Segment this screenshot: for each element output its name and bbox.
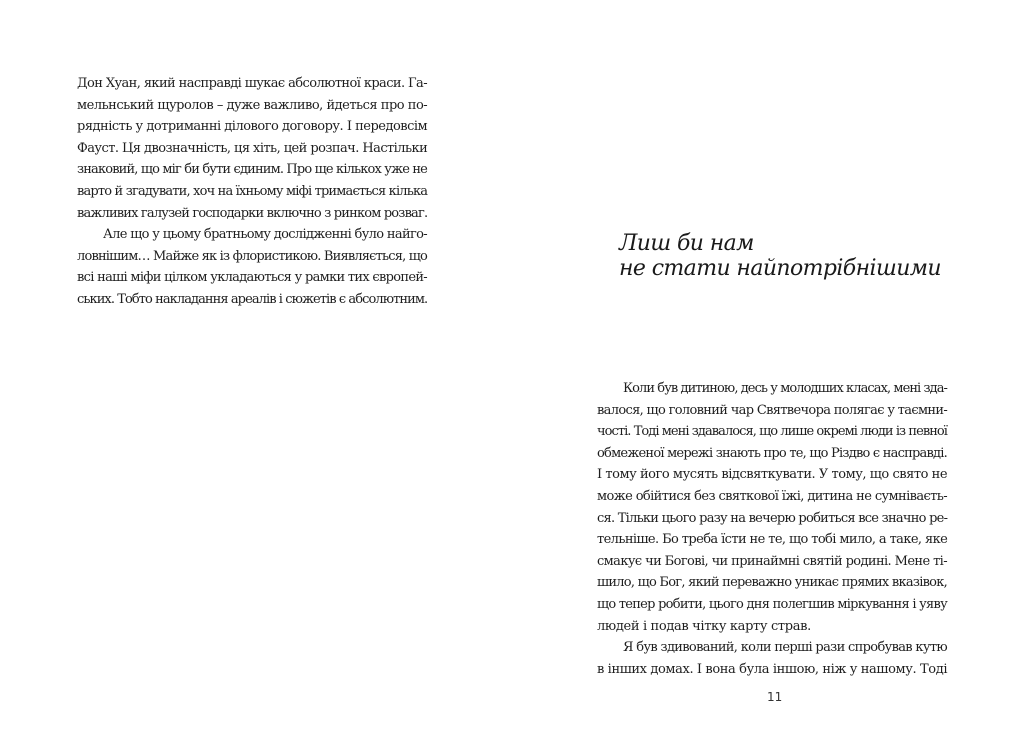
text-line: обмеженої мережі знають про те, що Різдво є насправді. <box>597 445 947 461</box>
text-line: ловнішим… Майже як із флористикою. Виявляється, що <box>77 248 427 264</box>
text-line: Коли був дитиною, десь у молодших класах, мені зда- <box>623 381 948 396</box>
text-line: рядність у дотриманні ділового договору. І передовсім <box>77 119 428 135</box>
text-line: шило, що Бог, який переважно уникає прямих вказівок, <box>597 575 947 591</box>
text-line: всі наші міфи цілком укладаються у рамки тих європей- <box>77 270 427 286</box>
page-number: 11 <box>767 690 783 704</box>
text-line: Дон Хуан, який насправді шукає абсолютної краси. Га- <box>77 76 427 91</box>
text-line: ських. Тобто накладання ареалів і сюжетів є абсолютним. <box>77 291 428 307</box>
text-line: може обійтися без святкової їжі, дитина не сумніваєть- <box>597 488 947 504</box>
text-line: ся. Тільки цього разу на вечерю робиться все значно ре- <box>597 510 948 526</box>
left-page-body-text <box>77 73 427 311</box>
text-line: тельніше. Бо треба їсти не те, що тобі мило, а таке, яке <box>597 532 948 548</box>
text-line: що тепер робити, цього дня полегшив міркування і уяву <box>597 596 947 612</box>
text-line: в інших домах. І вона була іншою, ніж у нашому. Тоді <box>597 661 948 677</box>
text-line: Але що у цьому братньому дослідженні було найго- <box>103 227 427 243</box>
text-line: Фауст. Ця двозначність, ця хіть, цей розпач. Настільки <box>77 140 428 156</box>
text-line: смакує чи Богові, чи принаймні святій родині. Мене ті- <box>597 553 947 569</box>
text-line: мельнський щуролов – дуже важливо, йдеться про по- <box>77 97 428 113</box>
text-line: знаковий, що міг би бути єдиним. Про ще кількох уже не <box>77 162 427 178</box>
text-line: варто й згадувати, хоч на їхньому міфі тримається кілька <box>77 183 428 199</box>
right-page <box>512 0 1024 752</box>
text-line: важливих галузей господарки включно з ринком розваг. <box>77 205 428 221</box>
text-line: чості. Тоді мені здавалося, що лише окремі люди із певної <box>597 424 947 440</box>
text-line: валося, що головний чар Святвечора полягає у таємни- <box>597 402 948 418</box>
text-line: І тому його мусять відсвяткувати. У тому, що свято не <box>597 467 948 483</box>
chapter-title <box>619 231 949 281</box>
chapter-title-line: не стати найпотрібнішими <box>619 256 941 281</box>
chapter-title-line: Лиш би нам <box>619 231 754 256</box>
text-line: Я був здивований, коли перші рази спробував кутю <box>623 640 948 656</box>
right-page-body-text <box>597 378 947 680</box>
text-line: людей і подав чітку карту страв. <box>597 618 811 634</box>
